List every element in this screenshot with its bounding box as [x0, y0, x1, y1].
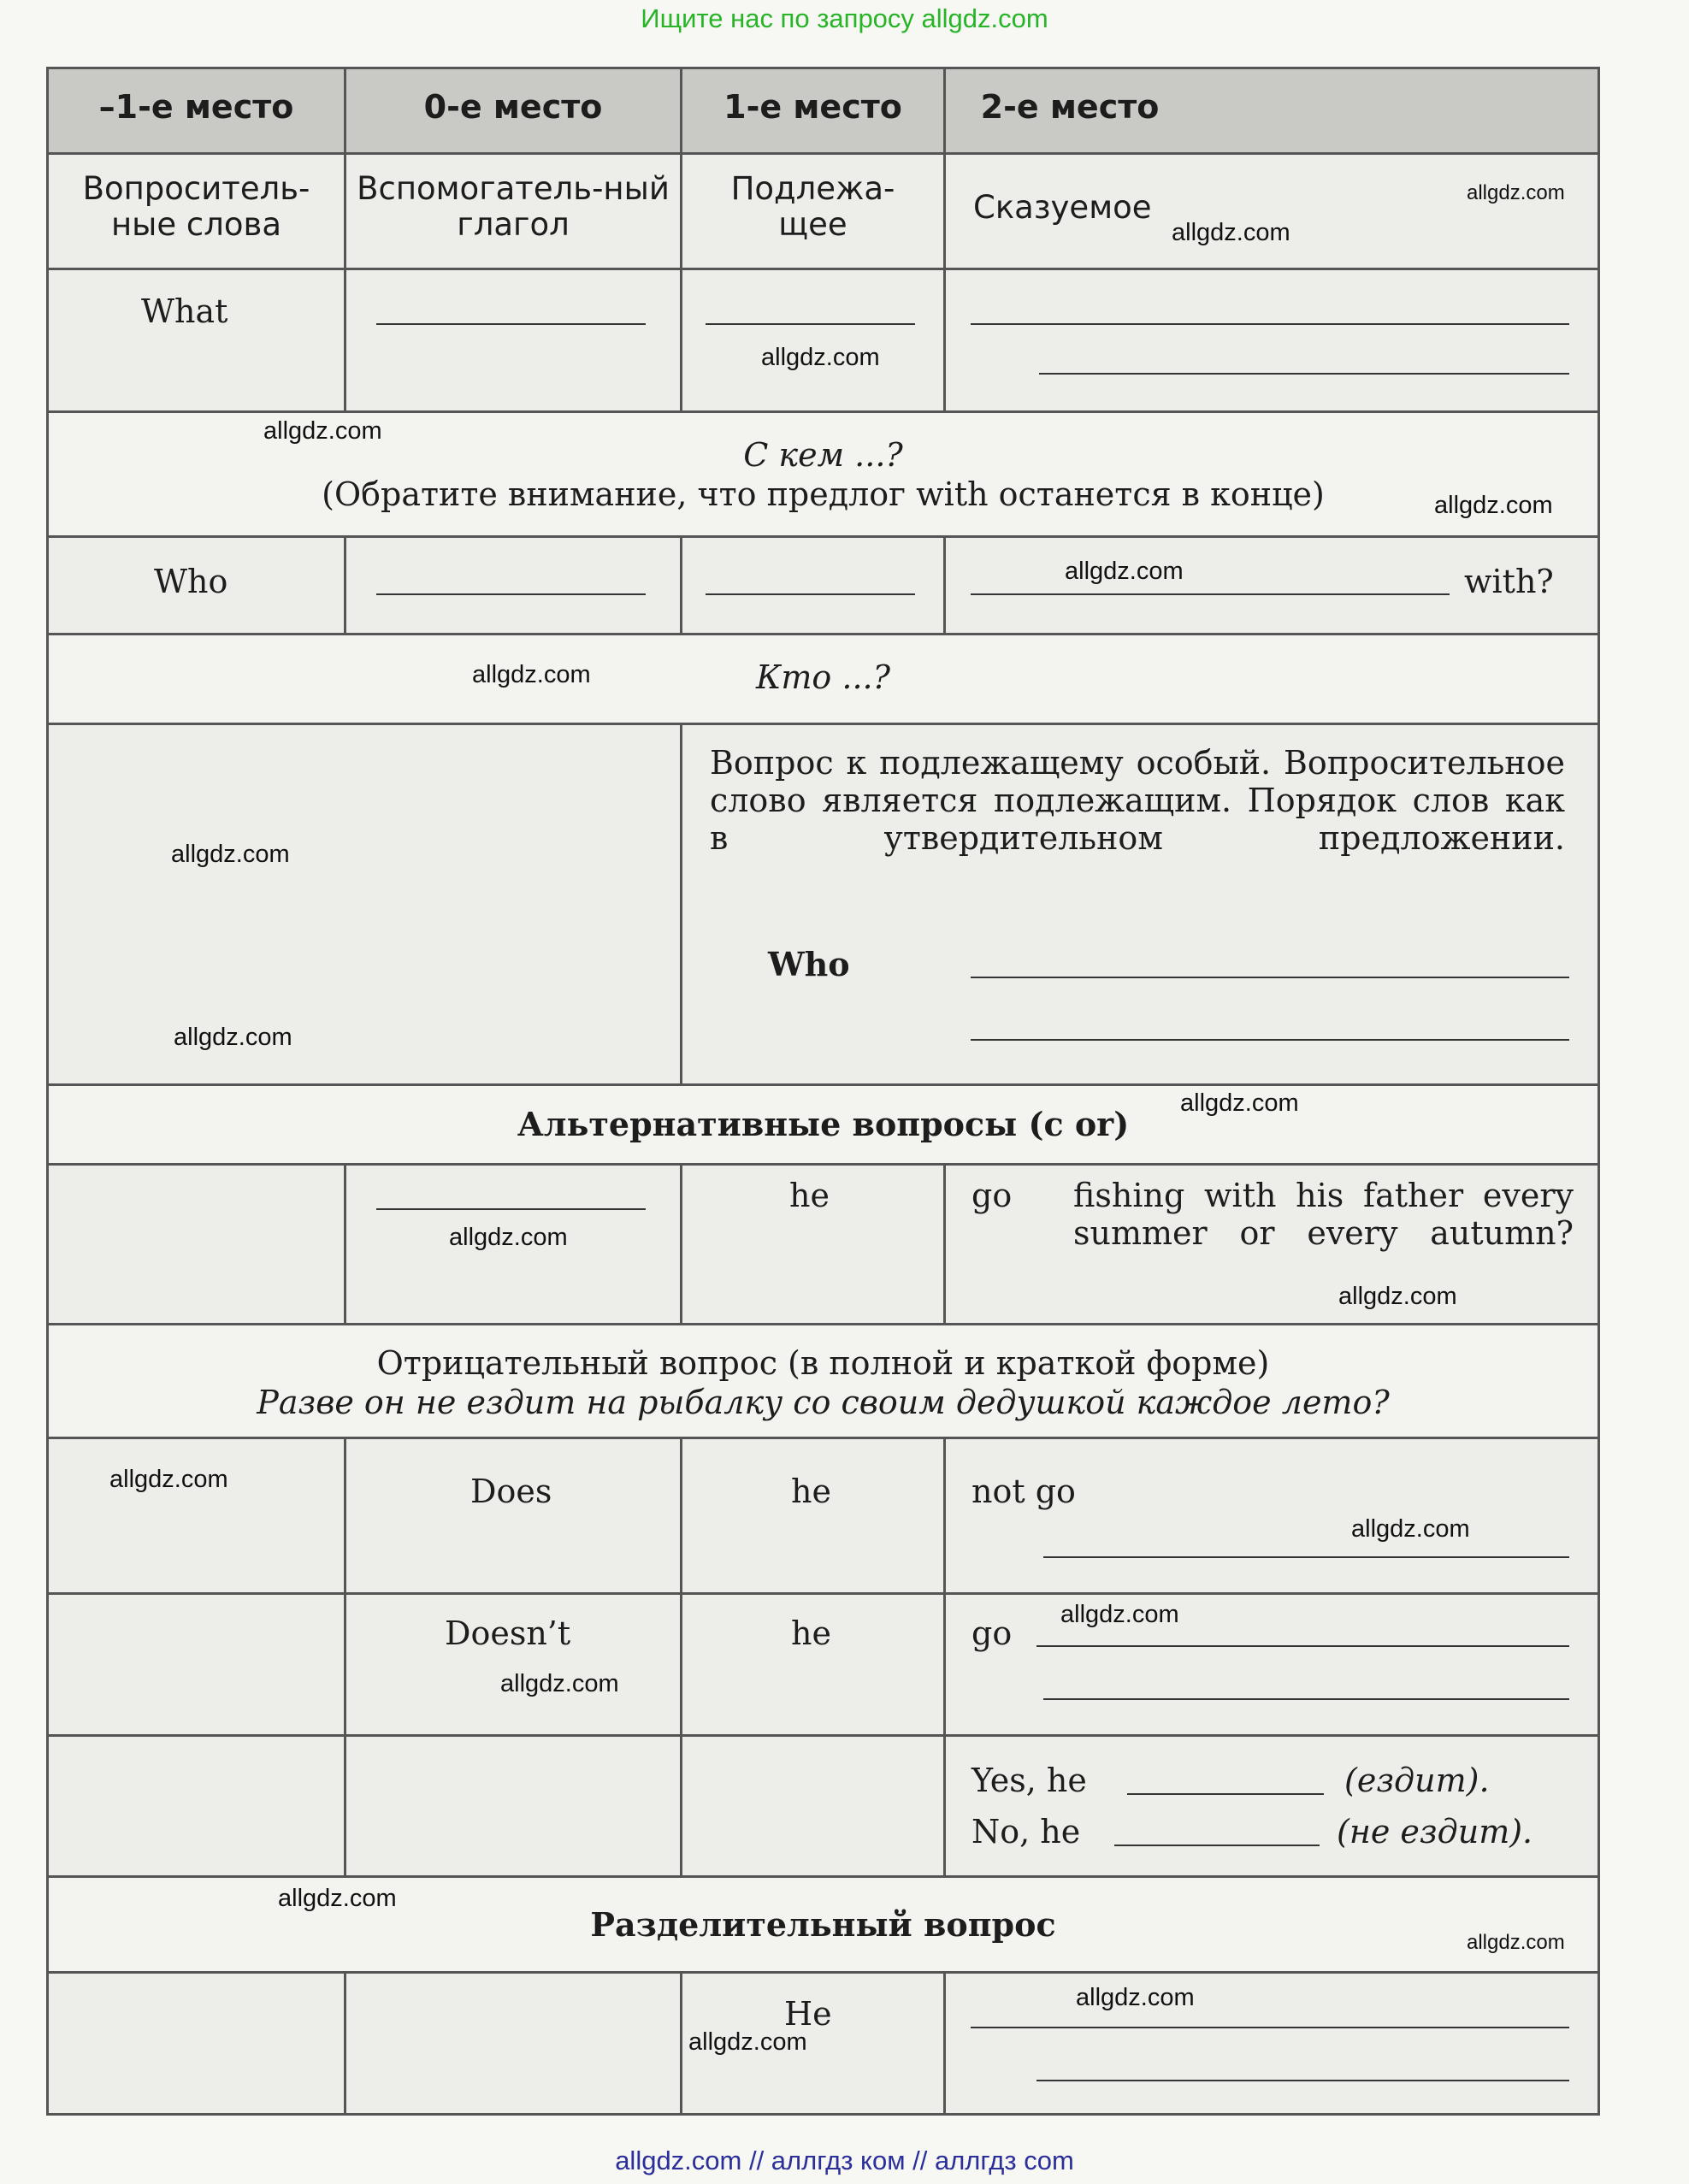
header-site-link[interactable]: Ищите нас по запросу allgdz.com	[641, 3, 1048, 33]
role-predicate: Сказуемое	[973, 189, 1152, 226]
grid-line	[46, 1734, 1600, 1737]
grid-line	[680, 535, 682, 635]
answer-blank	[1039, 373, 1569, 375]
watermark: allgdz.com	[688, 2028, 807, 2056]
grid-line	[46, 268, 1600, 270]
grid-line	[46, 1163, 1600, 1166]
short-answer-no-hint: (не ездит).	[1337, 1813, 1533, 1850]
alt-subject: he	[789, 1177, 830, 1214]
grid-line	[943, 1437, 946, 1878]
grid-line	[344, 1971, 346, 2113]
grid-line	[46, 1971, 1600, 1974]
grid-line	[680, 1971, 682, 2113]
short-answer-yes: Yes, he	[971, 1762, 1087, 1799]
word-what: What	[141, 292, 228, 330]
section-note-preposition: (Обратите внимание, что предлог with останется в конце)	[322, 475, 1325, 513]
answer-blank	[1043, 1698, 1569, 1700]
grid-line	[344, 535, 346, 635]
grid-line	[680, 1163, 682, 1325]
role-question-words: Вопроситель-ные слова	[82, 170, 310, 243]
watermark: allgdz.com	[1351, 1515, 1470, 1543]
watermark: allgdz.com	[109, 1466, 228, 1493]
negative-verb-short: go	[971, 1614, 1013, 1652]
watermark: allgdz.com	[278, 1885, 397, 1912]
column-header-two: 2-е место	[980, 88, 1160, 126]
role-auxiliary-verb: Вспомогатель-ный глагол	[357, 170, 670, 243]
negative-subject-full: he	[791, 1473, 831, 1510]
role-subject: Подлежа-щее	[730, 170, 895, 243]
grid-line	[344, 1437, 346, 1878]
tag-subject: He	[784, 1995, 832, 2033]
section-title-who: Кто ...?	[755, 658, 890, 696]
answer-blank	[1043, 1556, 1569, 1558]
watermark: allgdz.com	[1172, 219, 1290, 246]
watermark: allgdz.com	[761, 344, 880, 371]
answer-blank	[376, 1208, 646, 1210]
watermark: allgdz.com	[449, 1224, 568, 1251]
aux-does: Does	[470, 1473, 552, 1510]
watermark: allgdz.com	[1076, 1984, 1195, 2011]
alt-verb: go	[971, 1177, 1013, 1214]
grid-line	[46, 1083, 1600, 1086]
section-title-with-whom: С кем ...?	[743, 436, 903, 474]
watermark: allgdz.com	[1180, 1089, 1299, 1117]
grid-line	[943, 1971, 946, 2113]
grid-line	[46, 535, 1600, 538]
watermark: allgdz.com	[500, 1670, 619, 1697]
short-answer-yes-hint: (ездит).	[1344, 1762, 1490, 1799]
grid-line	[680, 723, 682, 1086]
grid-line	[46, 410, 1600, 413]
grid-line	[46, 723, 1600, 725]
grid-line	[46, 1592, 1600, 1595]
grid-line	[46, 1437, 1600, 1439]
short-answer-no: No, he	[971, 1813, 1081, 1850]
answer-blank	[376, 323, 646, 325]
answer-blank	[1036, 1645, 1569, 1647]
word-with-end: with?	[1464, 563, 1554, 600]
answer-blank	[706, 593, 915, 595]
watermark: allgdz.com	[263, 417, 382, 445]
grid-line	[46, 1875, 1600, 1878]
grid-line	[680, 1437, 682, 1878]
grid-line	[46, 633, 1600, 635]
answer-blank	[1036, 2080, 1569, 2081]
grid-line	[943, 1163, 946, 1325]
footer-site-link[interactable]: allgdz.com // аллгдз ком // аллгдз com	[615, 2146, 1074, 2175]
answer-blank	[1127, 1793, 1324, 1795]
negative-example: Разве он не ездит на рыбалку со своим дедушкой каждое лето?	[257, 1384, 1390, 1421]
column-header-minus-one: –1-е место	[98, 88, 294, 126]
answer-blank	[971, 593, 1450, 595]
grid-line	[943, 535, 946, 635]
subject-question-note: Вопрос к подлежащему особый. Вопросительное слово является подлежащим. Порядок слов как в утвердительном предложении.	[710, 744, 1565, 857]
grid-line	[46, 1323, 1600, 1325]
watermark: allgdz.com	[171, 841, 290, 868]
watermark: allgdz.com	[1060, 1601, 1179, 1628]
section-title-negative: Отрицательный вопрос (в полной и краткой форме)	[376, 1344, 1270, 1382]
alt-rest: fishing with his father every summer or every autumn?	[1073, 1177, 1574, 1252]
column-header-one: 1-е место	[723, 88, 902, 126]
grid-line	[46, 152, 1600, 155]
aux-doesnt: Doesn’t	[445, 1614, 571, 1652]
answer-blank	[376, 593, 646, 595]
negative-verb-full: not go	[971, 1473, 1076, 1510]
watermark: allgdz.com	[1065, 558, 1184, 585]
answer-blank	[706, 323, 915, 325]
answer-blank	[971, 2027, 1569, 2028]
watermark: allgdz.com	[472, 661, 591, 688]
watermark: allgdz.com	[1434, 492, 1553, 519]
section-title-alternative: Альтернативные вопросы (с or)	[517, 1105, 1130, 1143]
answer-blank	[971, 323, 1569, 325]
watermark: allgdz.com	[174, 1024, 292, 1051]
answer-blank	[971, 1039, 1569, 1041]
column-header-zero: 0-е место	[423, 88, 603, 126]
grid-line	[344, 1163, 346, 1325]
negative-subject-short: he	[791, 1614, 831, 1652]
answer-blank	[1114, 1845, 1320, 1846]
word-who: Who	[154, 563, 228, 600]
section-title-tag: Разделительный вопрос	[590, 1905, 1056, 1944]
watermark: allgdz.com	[1338, 1283, 1457, 1310]
answer-blank	[971, 977, 1569, 978]
watermark: allgdz.com	[1467, 1931, 1565, 1954]
watermark: allgdz.com	[1467, 181, 1565, 204]
word-who-subject: Who	[768, 945, 850, 983]
